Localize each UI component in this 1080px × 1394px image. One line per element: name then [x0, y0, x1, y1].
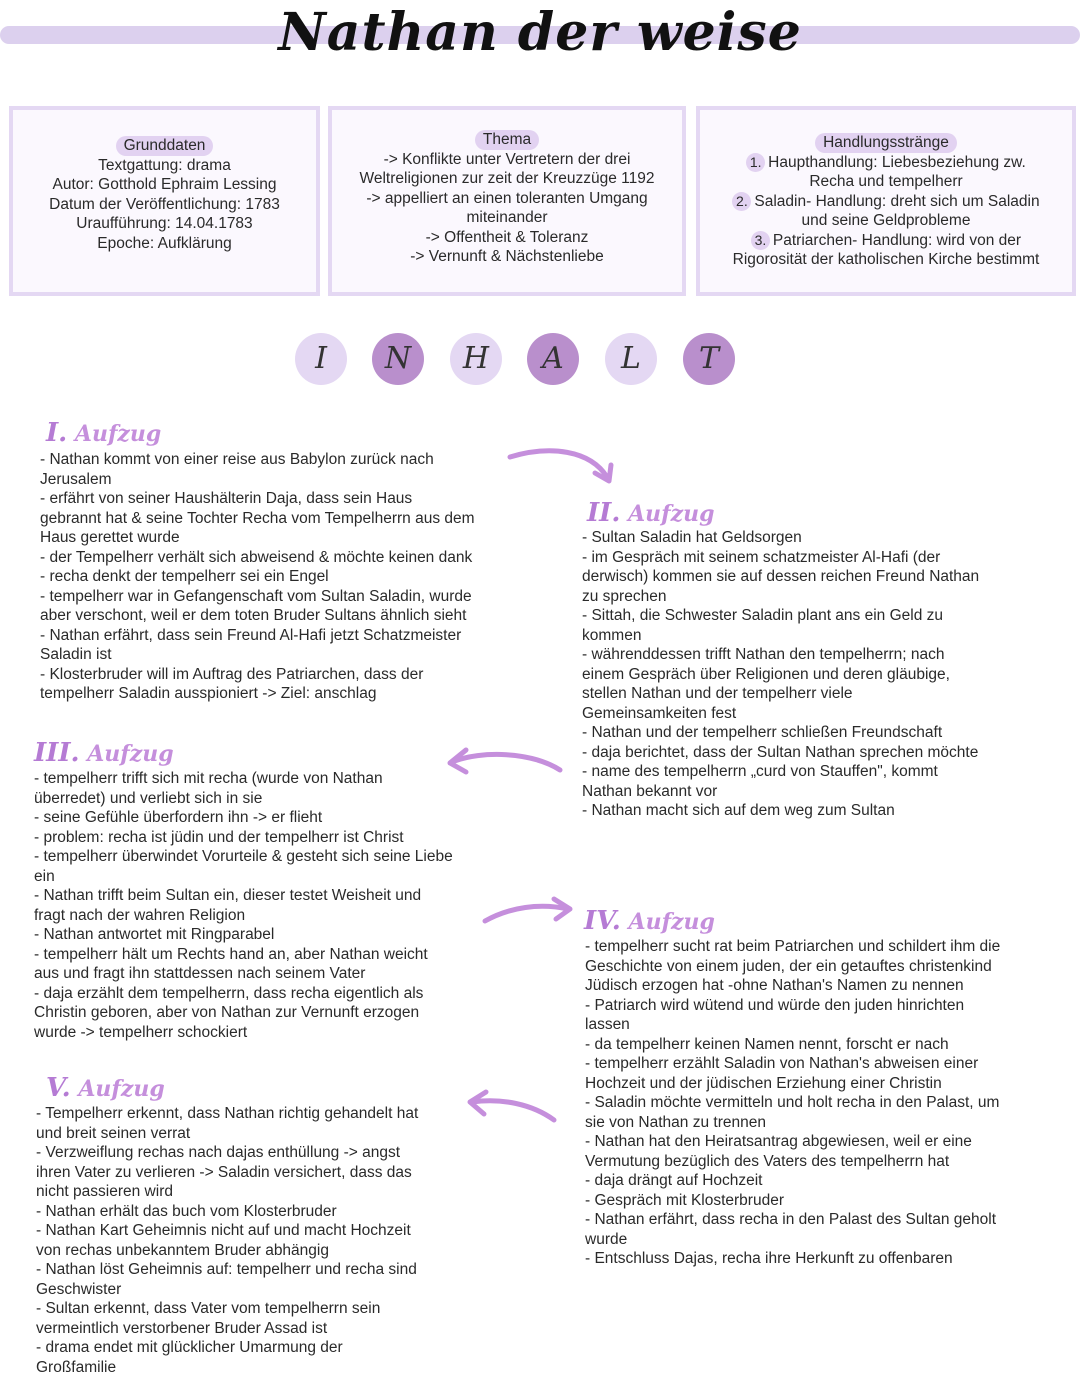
text-line: - Nathan löst Geheimnis auf: tempelherr und recha sind	[36, 1261, 417, 1278]
text-line: gebrannt hat & seine Tochter Recha vom Tempelherrn aus dem	[40, 509, 475, 527]
text-line: - recha denkt der tempelherr sei ein Engel	[40, 568, 329, 585]
text-line: - Nathan antwortet mit Ringparabel	[34, 926, 275, 943]
thema-line: -> Offentheit & Toleranz	[425, 228, 589, 246]
text-line: überredet) und verliebt sich in sie	[34, 789, 263, 807]
text-line: - tempelherr überwindet Vorurteile & gesteht sich seine Liebe	[34, 848, 453, 865]
text-line: - daja erzählt dem tempelherrn, dass recha eigentlich als	[34, 984, 424, 1002]
arrow-icon	[480, 895, 580, 931]
inhalt-letter-i: I	[295, 333, 347, 385]
text-line: Jüdisch erzogen hat -ohne Nathan's Namen zu nennen	[585, 977, 964, 994]
handlung-heading: Handlungsstränge	[815, 133, 957, 153]
text-line: Vermutung bezüglich des Vaters des tempelherrn hat	[585, 1152, 950, 1170]
text-line: - Sultan erkennt, dass Vater vom tempelherrn sein	[36, 1300, 381, 1317]
thema-line: Weltreligionen zur zeit der Kreuzzüge 1192	[359, 170, 655, 187]
text-line: Geschwister	[36, 1280, 122, 1298]
text-line: - Nathan erhält das buch vom Klosterbruder	[36, 1202, 337, 1220]
text-line: - Nathan kommt von einer reise aus Babylon zurück nach	[40, 451, 434, 468]
inhalt-letter-n: N	[372, 333, 424, 385]
handlung-item-1: 1. Haupthandlung: Liebesbeziehung zw.	[700, 153, 1072, 173]
thema-line: -> Vernunft & Nächstenliebe	[410, 248, 604, 265]
thema-heading: Thema	[475, 130, 539, 150]
number-badge: 3.	[751, 231, 770, 250]
text-line: - währenddessen trifft Nathan den tempelherrn; nach	[582, 646, 945, 663]
section-3-title: III. Aufzug	[34, 738, 174, 768]
thema-line: miteinander	[466, 209, 548, 226]
thema-line: -> appelliert an einen toleranten Umgang	[366, 189, 648, 207]
text-line: - daja berichtet, dass der Sultan Nathan sprechen möchte	[582, 743, 979, 761]
section-4-title: IV. Aufzug	[584, 906, 715, 936]
handlung-item-2: 2. Saladin- Handlung: dreht sich um Saladin	[700, 192, 1072, 212]
number-badge: 1.	[746, 153, 765, 172]
text-line: - drama endet mit glücklicher Umarmung der	[36, 1339, 343, 1356]
text-line: - Nathan Kart Geheimnis nicht auf und macht Hochzeit	[36, 1222, 411, 1239]
grunddaten-line: Uraufführung: 14.04.1783	[76, 215, 253, 232]
text-line: - tempelherr sucht rat beim Patriarchen und schildert ihm die	[585, 938, 1001, 955]
page-title: Nathan der weise	[278, 2, 802, 63]
inhalt-letter-l: L	[605, 333, 657, 385]
inhalt-banner	[0, 333, 1080, 387]
text-line: lassen	[585, 1016, 630, 1033]
text-line: stellen Nathan und der tempelherr viele	[582, 685, 853, 702]
handlung-item-2-rest: und seine Geldprobleme	[801, 212, 971, 229]
text-line: - tempelherr trifft sich mit recha (wurde von Nathan	[34, 770, 383, 787]
text-line: von rechas unbekanntem Bruder abhängig	[36, 1241, 329, 1259]
text-line: - Verzweiflung rechas nach dajas enthüllung -> angst	[36, 1144, 401, 1161]
inhalt-letter-a: A	[527, 333, 579, 385]
grunddaten-heading: Grunddaten	[116, 136, 214, 156]
text-line: - Sultan Saladin hat Geldsorgen	[582, 529, 802, 546]
text-line: - Saladin möchte vermitteln und holt recha in den Palast, um	[585, 1094, 1000, 1111]
text-line: - tempelherr erzählt Saladin von Nathan's abweisen einer	[585, 1055, 979, 1072]
text-line: Gemeinsamkeiten fest	[582, 704, 737, 722]
section-5-title: V. Aufzug	[46, 1073, 165, 1103]
text-line: ihren Vater zu verlieren -> Saladin versichert, dass das	[36, 1163, 412, 1181]
handlung-item-3: 3. Patriarchen- Handlung: wird von der	[700, 231, 1072, 251]
section-1-text	[40, 450, 530, 704]
text-line: Christin geboren, aber von Nathan zur Vernunft erzogen	[34, 1004, 420, 1021]
text-line: - Tempelherr erkennt, dass Nathan richtig gehandelt hat	[36, 1105, 419, 1122]
section-5-text	[36, 1104, 506, 1377]
text-line: - Entschluss Dajas, recha ihre Herkunft zu offenbaren	[585, 1250, 953, 1267]
text-line: nicht passieren wird	[36, 1183, 173, 1200]
text-line: derwisch) kommen sie auf dessen reichen Freund Nathan	[582, 568, 980, 585]
section-3-text	[34, 769, 514, 1042]
text-line: - Nathan trifft beim Sultan ein, dieser testet Weisheit und	[34, 887, 422, 904]
text-line: wurde	[585, 1230, 628, 1248]
text-line: aus und fragt ihn stattdessen nach seinem Vater	[34, 965, 366, 982]
text-line: - tempelherr hält um Rechts hand an, aber Nathan weicht	[34, 945, 428, 963]
inhalt-letter-h: H	[450, 333, 502, 385]
text-line: - Klosterbruder will im Auftrag des Patriarchen, dass der	[40, 665, 424, 683]
text-line: - Sittah, die Schwester Saladin plant ans ein Geld zu	[582, 607, 944, 624]
handlung-item-1-rest: Recha und tempelherr	[809, 173, 963, 190]
grunddaten-line: Autor: Gotthold Ephraim Lessing	[52, 176, 277, 193]
text-line: Großfamilie	[36, 1358, 117, 1376]
section-2-title: II. Aufzug	[587, 498, 715, 528]
text-line: kommen	[582, 626, 642, 644]
grunddaten-box	[9, 106, 320, 296]
text-line: vermeintlich verstorbener Bruder Assad ist	[36, 1319, 328, 1337]
text-line: einem Gespräch über Religionen und deren gläubige,	[582, 665, 950, 683]
section-2-text	[582, 528, 1052, 821]
grunddaten-line: Datum der Veröffentlichung: 1783	[49, 195, 280, 213]
text-line: - Nathan erfährt, dass sein Freund Al-Hafi jetzt Schatzmeister	[40, 626, 462, 644]
text-line: sie von Nathan zu trennen	[585, 1113, 766, 1131]
thema-line: -> Konflikte unter Vertretern der drei	[383, 150, 631, 168]
text-line: - name des tempelherrn „curd von Stauffen", kommt	[582, 763, 938, 780]
text-line: ein	[34, 867, 55, 885]
text-line: und breit seinen verrat	[36, 1124, 191, 1142]
text-line: aber verschont, weil er dem toten Bruder Sultans ähnlich sieht	[40, 607, 467, 624]
thema-box	[328, 106, 686, 296]
text-line: - im Gespräch mit seinem schatzmeister Al-Hafi (der	[582, 548, 941, 566]
text-line: Jerusalem	[40, 470, 112, 488]
text-line: - seine Gefühle überfordern ihn -> er flieht	[34, 809, 323, 826]
text-line: Nathan bekannt vor	[582, 782, 718, 800]
text-line: Saladin ist	[40, 646, 112, 663]
text-line: - problem: recha ist jüdin und der tempelherr ist Christ	[34, 828, 404, 846]
text-line: - Nathan erfährt, dass recha in den Palast des Sultan geholt	[585, 1211, 996, 1228]
text-line: - daja drängt auf Hochzeit	[585, 1172, 763, 1189]
text-line: Haus gerettet wurde	[40, 529, 180, 546]
text-line: wurde -> tempelherr schockiert	[34, 1023, 248, 1041]
section-4-text	[585, 937, 1055, 1269]
text-line: tempelherr Saladin ausspioniert -> Ziel: anschlag	[40, 685, 377, 702]
text-line: - Nathan hat den Heiratsantrag abgewiesen, weil er eine	[585, 1133, 972, 1150]
text-line: - da tempelherr keinen Namen nennt, forscht er nach	[585, 1035, 949, 1053]
section-1-title: I. Aufzug	[46, 418, 162, 448]
text-line: zu sprechen	[582, 587, 667, 605]
arrow-icon	[505, 445, 625, 495]
text-line: - Gespräch mit Klosterbruder	[585, 1191, 784, 1209]
grunddaten-line: Epoche: Aufklärung	[97, 234, 232, 252]
inhalt-letter-t: T	[683, 333, 735, 385]
text-line: - Nathan und der tempelherr schließen Freundschaft	[582, 724, 943, 741]
text-line: - Patriarch wird wütend und würde den juden hinrichten	[585, 996, 965, 1014]
text-line: - tempelherr war in Gefangenschaft vom Sultan Saladin, wurde	[40, 587, 472, 605]
text-line: fragt nach der wahren Religion	[34, 906, 246, 924]
handlung-box	[696, 106, 1076, 296]
text-line: - der Tempelherr verhält sich abweisend & möchte keinen dank	[40, 548, 473, 566]
text-line: - Nathan macht sich auf dem weg zum Sultan	[582, 802, 895, 819]
grunddaten-line: Textgattung: drama	[98, 156, 231, 174]
text-line: - erfährt von seiner Haushälterin Daja, dass sein Haus	[40, 490, 413, 507]
number-badge: 2.	[732, 192, 751, 211]
text-line: Hochzeit und der jüdischen Erziehung einer Christin	[585, 1074, 942, 1092]
handlung-item-3-rest: Rigorosität der katholischen Kirche bestimmt	[732, 251, 1040, 268]
text-line: Geschichte von einem juden, der ein getauftes christenkind	[585, 957, 992, 975]
